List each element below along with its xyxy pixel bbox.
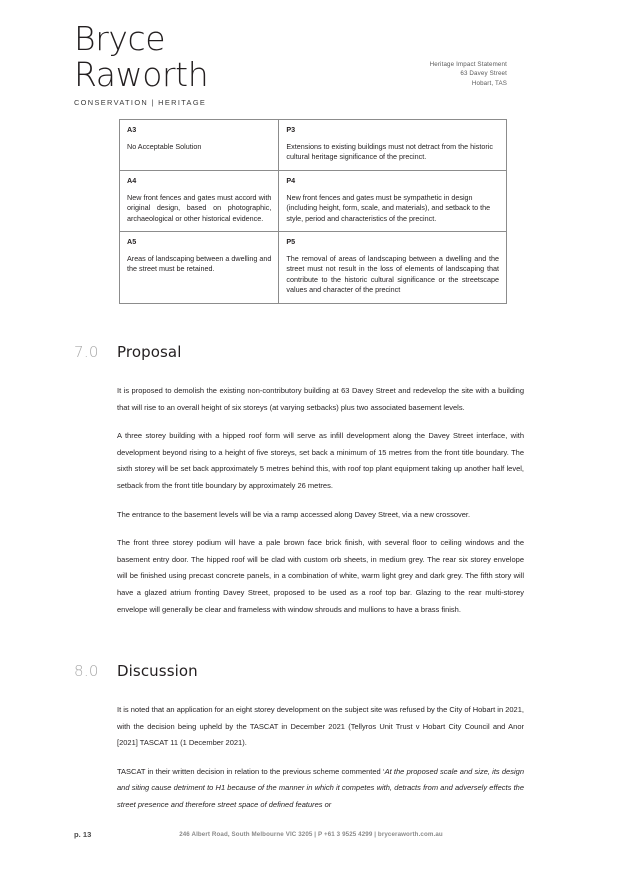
acceptable-code: A3 bbox=[127, 125, 137, 134]
paragraph: The entrance to the basement levels will be via a ramp accessed along Davey Street, via a new crossover. bbox=[117, 509, 471, 519]
page-header bbox=[0, 0, 622, 110]
performance-criteria-cell bbox=[279, 170, 507, 231]
section-number: 7.0 bbox=[74, 343, 99, 361]
performance-text: Extensions to existing buildings must not detract from the historic cultural heritage significance of the precinct. bbox=[286, 142, 493, 162]
acceptable-solution-cell bbox=[120, 120, 279, 171]
quoted-decision-text: At the proposed scale and size, its design and siting cause detriment to H1 because of the manner in which it competes with, detracts from and adversely effects the street presence and therefore street space of defined features or bbox=[117, 766, 524, 809]
criteria-table bbox=[119, 119, 507, 304]
table-row bbox=[120, 232, 507, 304]
section-proposal bbox=[74, 343, 524, 618]
logo-line-2: Raworth bbox=[74, 55, 209, 94]
acceptable-code: A5 bbox=[127, 237, 137, 247]
section-heading bbox=[74, 343, 524, 369]
section-discussion bbox=[74, 662, 524, 814]
table-row bbox=[120, 120, 507, 171]
header-meta-locality: Hobart, TAS bbox=[471, 79, 507, 87]
paragraph: A three storey building with a hipped roof form will serve as infill development along the Davey Street interface, with development beyond rising to a height of five storeys, set back a minimum of 15 metres from the front title boundary. The sixth storey will be set back approximately 5 metres behind this, with roof top plant equipment taking up another half level, setback from the front title boundary by approximately 26 metres. bbox=[117, 431, 524, 490]
criteria-table-wrapper bbox=[119, 119, 507, 304]
performance-code: P3 bbox=[286, 125, 296, 134]
logo-tagline: CONSERVATION | HERITAGE bbox=[74, 98, 207, 107]
acceptable-solution-cell bbox=[120, 170, 279, 231]
performance-criteria-cell bbox=[279, 120, 507, 171]
logo-line-1: Bryce bbox=[74, 19, 166, 58]
acceptable-text: New front fences and gates must accord with original design, based on photographic, archaeological or other historical evidence. bbox=[127, 192, 272, 223]
section-title: Proposal bbox=[117, 343, 182, 361]
performance-text: The removal of areas of landscaping between a dwelling and the street must not result in the loss of elements of landscaping that contribute to the historic cultural significance or the streetscape values and character of the precinct bbox=[286, 254, 499, 295]
paragraph: It is noted that an application for an eight storey development on the subject site was refused by the City of Hobart in 2021, with the decision being upheld by the TASCAT in December 2021 (Tellyros Unit Trust v Hobart City Council and Anor [2021] TASCAT 11 (1 December 2021). bbox=[117, 705, 524, 748]
page-number: p. 13 bbox=[74, 830, 92, 839]
acceptable-solution-cell bbox=[120, 232, 279, 304]
paragraph-with-quote bbox=[117, 764, 524, 814]
acceptable-text: No Acceptable Solution bbox=[127, 142, 202, 151]
acceptable-code: A4 bbox=[127, 175, 137, 185]
acceptable-text: Areas of landscaping between a dwelling and the street must be retained. bbox=[127, 254, 272, 274]
performance-code: P5 bbox=[286, 237, 296, 247]
performance-text: New front fences and gates must be sympathetic in design (including height, form, scale, and materials), and setback to the style, period and characteristics of the precinct. bbox=[286, 192, 491, 223]
company-logo bbox=[74, 19, 209, 107]
section-body bbox=[117, 702, 524, 814]
page-footer bbox=[0, 830, 622, 844]
footer-contact-details: 246 Albert Road, South Melbourne VIC 3205 | P +61 3 9525 4299 | bryceraworth.com.au bbox=[179, 831, 443, 838]
paragraph: The front three storey podium will have a pale brown face brick finish, with several floor to ceiling windows and the basement entry door. The hipped roof will be clad with custom orb sheets, in medium grey. The rear six storey envelope will be finished using precast concrete panels, in a combination of white, warm light grey and dark grey. The fifth story will have a glazed atrium fronting Davey Street, proposed to be used as a roof top bar. Glazing to the rear multi-storey envelope will generally be clear and frameless with window shrouds and mullions to have a brass finish. bbox=[117, 538, 524, 614]
header-meta-address: 63 Davey Street bbox=[460, 70, 507, 78]
performance-code: P4 bbox=[286, 175, 296, 185]
header-meta-title: Heritage Impact Statement bbox=[429, 61, 507, 68]
section-body bbox=[117, 383, 524, 618]
table-row bbox=[120, 170, 507, 231]
header-document-meta bbox=[430, 60, 507, 88]
section-title: Discussion bbox=[117, 662, 198, 680]
paragraph: It is proposed to demolish the existing non-contributory building at 63 Davey Street and redevelop the site with a building that will rise to an overall height of six storeys (at varying setbacks) plus two associated basement levels. bbox=[117, 386, 524, 412]
quote-lead-text: TASCAT in their written decision in relation to the previous scheme commented ‘ bbox=[117, 766, 385, 776]
section-heading bbox=[74, 662, 524, 688]
performance-criteria-cell bbox=[279, 232, 507, 304]
section-number: 8.0 bbox=[74, 662, 99, 680]
